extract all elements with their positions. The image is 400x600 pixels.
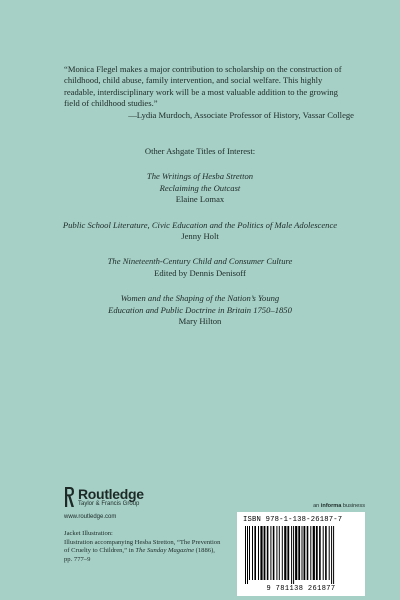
book-author: Edited by Dennis Denisoff: [154, 267, 246, 278]
barcode-bar: [307, 526, 309, 580]
barcode-bar: [291, 526, 292, 584]
publisher-block: [64, 486, 234, 564]
barcode-bar: [270, 526, 271, 580]
barcode-bar: [254, 526, 256, 580]
barcode-digits: 9 781138 261877: [266, 585, 336, 593]
barcode-bar: [323, 526, 324, 580]
book-author: Mary Hilton: [178, 316, 222, 327]
barcode-bar: [313, 526, 315, 580]
barcode-bar: [267, 526, 269, 580]
barcode-bar: [282, 526, 283, 580]
magazine-title: The Sunday Magazine: [135, 547, 195, 555]
book-entry: [40, 293, 360, 327]
book-title: Public School Literature, Civic Education and the Politics of Male Adolescence: [62, 219, 338, 230]
barcode-graphic: [243, 526, 359, 584]
barcode-bar: [325, 526, 327, 580]
barcode-bar: [249, 526, 250, 580]
publisher-website: www.routledge.com: [64, 514, 117, 520]
barcode-bar: [329, 526, 330, 580]
barcode-bar: [295, 526, 297, 580]
barcode-bar: [273, 526, 275, 580]
barcode-panel: [237, 512, 365, 596]
publisher-group: Taylor & Francis Group: [78, 500, 140, 507]
book-entry: [40, 220, 360, 243]
barcode-bar: [258, 526, 259, 580]
quote-attribution: —Lydia Murdoch, Associate Professor of History, Vassar College: [128, 109, 354, 120]
barcode-block: [237, 503, 365, 596]
jacket-line-3: pp. 777–9: [64, 555, 91, 563]
barcode-bar: [287, 526, 289, 580]
book-author: Elaine Lomax: [175, 194, 225, 205]
jacket-label: Jacket Illustration:: [64, 530, 113, 537]
publisher-logo: [64, 486, 234, 508]
barcode-bar: [260, 526, 262, 580]
other-titles-heading: Other Ashgate Titles of Interest:: [144, 146, 256, 156]
barcode-bar: [310, 526, 311, 580]
book-entry: [40, 256, 360, 279]
book-title: The Nineteenth-Century Child and Consumer Culture: [107, 256, 293, 267]
jacket-line-1: Illustration accompanying Hesba Stretton, “The Prevention: [64, 538, 221, 546]
barcode-bar: [247, 526, 248, 584]
book-subtitle: Education and Public Doctrine in Britain 1750–1850: [108, 304, 292, 315]
book-title: The Writings of Hesba Stretton: [146, 171, 254, 182]
publisher-name: Routledge: [78, 485, 144, 502]
barcode-bar: [333, 526, 334, 584]
barcode-bar: [293, 526, 294, 584]
barcode-bar: [279, 526, 280, 580]
routledge-r-icon: [64, 486, 75, 508]
book-subtitle: Reclaiming the Outcast: [159, 182, 241, 193]
jacket-illustration-credit: [64, 530, 234, 564]
informa-business-label: an informa business: [313, 503, 365, 509]
other-titles-section: [40, 146, 360, 341]
barcode-bar: [245, 526, 246, 584]
barcode-bar: [331, 526, 332, 584]
book-title: Women and the Shaping of the Nation’s Young: [120, 293, 280, 304]
book-author: Jenny Holt: [181, 231, 219, 242]
barcode-bar: [302, 526, 303, 580]
barcode-bar: [284, 526, 286, 580]
isbn-text: ISBN 978-1-138-26187-7: [243, 516, 343, 524]
endorsement-quote: [64, 64, 354, 121]
barcode-bar: [276, 526, 277, 580]
jacket-line-2: of Cruelty to Children,” in The Sunday Magazine (1886),: [64, 547, 215, 555]
quote-text: “Monica Flegel makes a major contribution to scholarship on the construction of childhood, child abuse, family intervention, and social welfare. This highly readable, interdisciplinary work will be a most valuable addition to the growing field of childhood studies.”: [64, 64, 342, 109]
barcode-bar: [298, 526, 300, 580]
barcode-bar: [264, 526, 266, 580]
barcode-bar: [316, 526, 318, 580]
barcode-bar: [319, 526, 321, 580]
barcode-bar: [304, 526, 306, 580]
barcode-bar: [252, 526, 253, 580]
book-entry: [40, 171, 360, 205]
